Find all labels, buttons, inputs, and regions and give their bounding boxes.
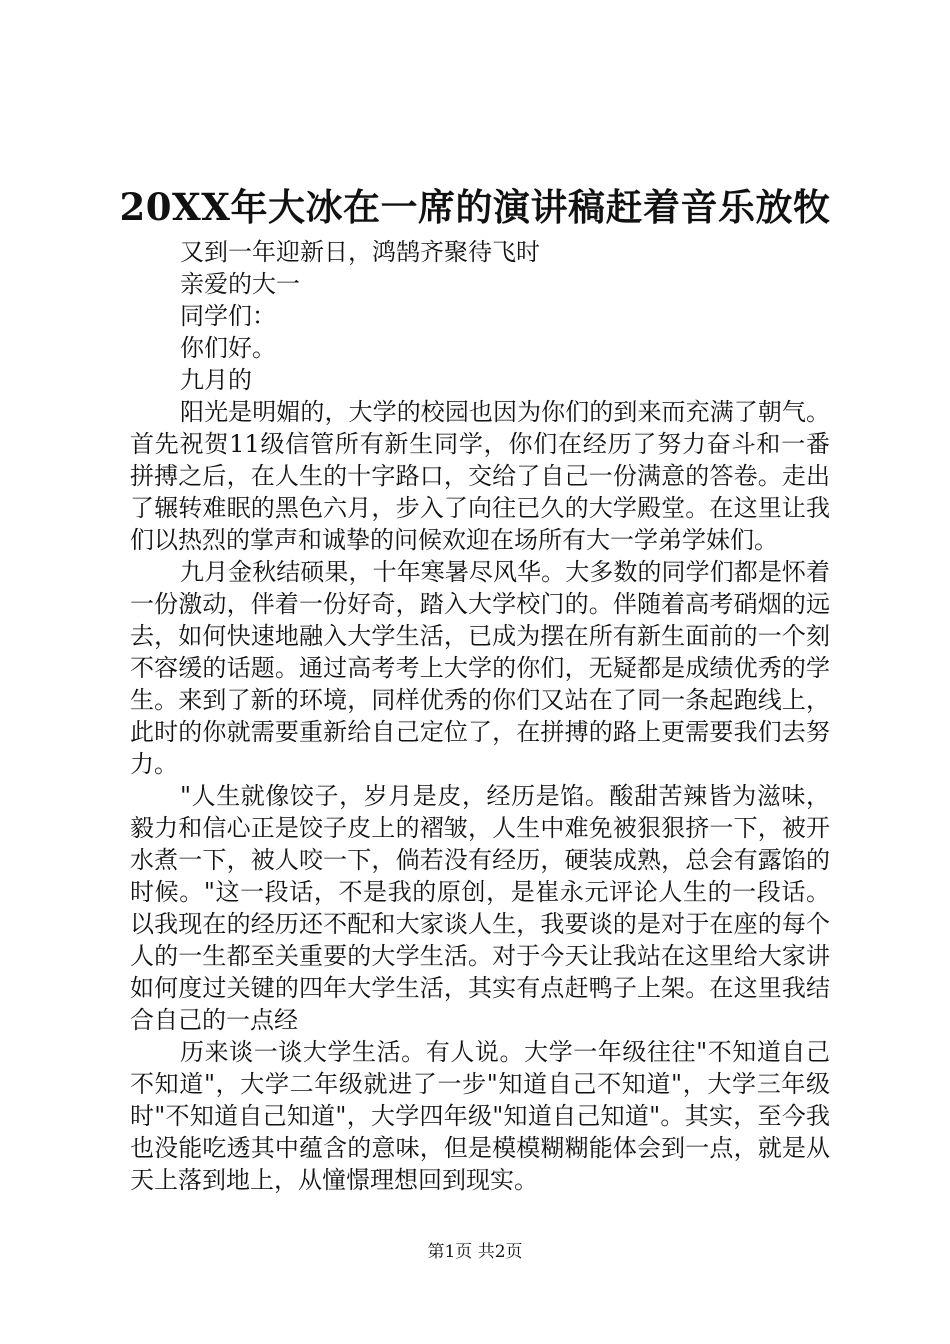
salutation-line-2: 同学们： <box>180 302 276 330</box>
body-paragraph: 阳光是明媚的，大学的校园也因为你们的到来而充满了朝气。首先祝贺11级信管所有新生同学，你们在经历了努力奋斗和一番拼搏之后，在人生的十字路口，交给了自己一份满意的答卷。走出了辗转难眠的黑色六月，步入了向往已久的大学殿堂。在这里让我们以热烈的掌声和诚挚的问候欢迎在场所有大一学弟学妹们。 <box>130 398 830 554</box>
document-title: 20XX年大冰在一席的演讲稿赶着音乐放牧 <box>119 185 831 229</box>
page-number-footer: 第1页 共2页 <box>427 1242 523 1262</box>
body-paragraph: 历来谈一谈大学生活。有人说。大学一年级往往"不知道自己不知道"，大学二年级就进了一步"知道自己不知道"，大学三年级时"不知道自己知道"，大学四年级"知道自己知道"。其实，至今我也没能吃透其中蕴含的意味，但是模模糊糊能体会到一点，就是从天上落到地上，从憧憬理想回到现实。 <box>130 1038 830 1194</box>
body-paragraph: 九月金秋结硕果，十年寒暑尽风华。大多数的同学们都是怀着一份激动，伴着一份好奇，踏入大学校门的。伴随着高考硝烟的远去，如何快速地融入大学生活，已成为摆在所有新生面前的一个刻不容缓的话题。通过高考考上大学的你们，无疑都是成绩优秀的学生。来到了新的环境，同样优秀的你们又站在了同一条起跑线上，此时的你就需要重新给自己定位了，在拼搏的路上更需要我们去努力。 <box>130 558 830 778</box>
document-body <box>130 236 830 1196</box>
opening-line: 又到一年迎新日，鸿鹄齐聚待飞时 <box>180 238 540 266</box>
salutation-line-1: 亲爱的大一 <box>180 270 300 298</box>
body-paragraph: "人生就像饺子，岁月是皮，经历是馅。酸甜苦辣皆为滋味，毅力和信心正是饺子皮上的褶皱，人生中难免被狠狠挤一下，被开水煮一下，被人咬一下，倘若没有经历，硬装成熟，总会有露馅的时候。"这一段话，不是我的原创，是崔永元评论人生的一段话。以我现在的经历还不配和大家谈人生，我要谈的是对于在座的每个人的一生都至关重要的大学生活。对于今天让我站在这里给大家讲如何度过关键的四年大学生活，其实有点赶鸭子上架。在这里我结合自己的一点经 <box>130 782 830 1034</box>
greeting-line: 你们好。 <box>180 334 276 362</box>
paragraph-fragment: 九月的 <box>180 366 252 394</box>
